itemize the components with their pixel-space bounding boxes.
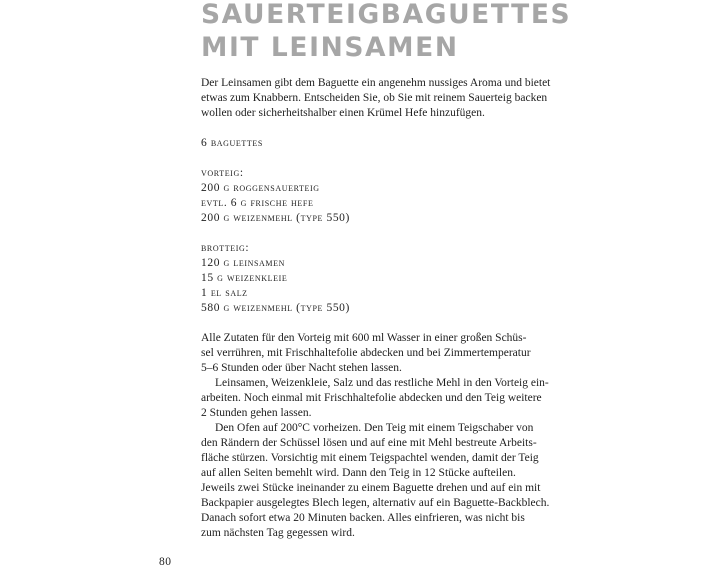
ingredient-item: 580 g weizenmehl (type 550)	[201, 302, 350, 314]
ingredient-item: 200 g roggensauerteig	[201, 182, 320, 194]
step-line: fläche stürzen. Vorsichtig mit einem Teigspachtel wenden, damit der Teig	[201, 452, 539, 464]
ingredients-heading: brotteig:	[201, 242, 250, 254]
intro-line: wollen oder sicherheitshalber einen Krümel Hefe hinzufügen.	[201, 107, 485, 119]
ingredients-heading: vorteig:	[201, 167, 244, 179]
intro-line: etwas zum Knabbern. Entscheiden Sie, ob Sie mit reinem Sauerteig backen	[201, 92, 548, 104]
step-line: Alle Zutaten für den Vorteig mit 600 ml Wasser in einer großen Schüs-	[201, 332, 527, 344]
step-line: den Rändern der Schüssel lösen und auf eine mit Mehl bestreute Arbeits-	[201, 437, 537, 449]
ingredient-item: 1 el salz	[201, 287, 248, 299]
ingredients-brotteig	[201, 241, 563, 316]
step-line: Jeweils zwei Stücke ineinander zu einem Baguette drehen und auf ein mit	[201, 482, 541, 494]
step-line: Backpapier ausgelegtes Blech legen, alternativ auf ein Baguette-Backblech.	[201, 497, 550, 509]
intro-line: Der Leinsamen gibt dem Baguette ein angenehm nussiges Aroma und bietet	[201, 77, 551, 89]
step-line: sel verrühren, mit Frischhaltefolie abdecken und bei Zimmertemperatur	[201, 347, 531, 359]
recipe-title-line: MIT LEINSAMEN	[201, 32, 459, 63]
recipe-yield: 6 baguettes	[201, 137, 263, 149]
step-line: 2 Stunden gehen lassen.	[201, 407, 312, 419]
ingredient-item: 120 g leinsamen	[201, 257, 285, 269]
recipe-body	[201, 76, 563, 541]
step-line: arbeiten. Noch einmal mit Frischhaltefolie abdecken und den Teig weitere	[201, 392, 542, 404]
ingredients-vorteig	[201, 166, 563, 226]
step-line: auf allen Seiten bemehlt wird. Dann den Teig in 12 Stücke aufteilen.	[201, 467, 516, 479]
ingredient-item: 15 g weizenkleie	[201, 272, 288, 284]
recipe-title-line: SAUERTEIGBAGUETTES	[201, 0, 572, 30]
page-number: 80	[159, 556, 172, 568]
step-line: Leinsamen, Weizenkleie, Salz und das restliche Mehl in den Vorteig ein-	[215, 377, 549, 389]
recipe-intro	[201, 76, 563, 121]
ingredient-item: evtl. 6 g frische hefe	[201, 197, 314, 209]
step-line: zum nächsten Tag gegessen wird.	[201, 527, 355, 539]
ingredient-item: 200 g weizenmehl (type 550)	[201, 212, 350, 224]
step-line: Danach sofort etwa 20 Minuten backen. Alles einfrieren, was nicht bis	[201, 512, 525, 524]
recipe-steps	[201, 331, 563, 541]
recipe-title	[201, 0, 571, 64]
step-line: Den Ofen auf 200°C vorheizen. Den Teig mit einem Teigschaber von	[215, 422, 534, 434]
step-line: 5–6 Stunden oder über Nacht stehen lassen.	[201, 362, 402, 374]
